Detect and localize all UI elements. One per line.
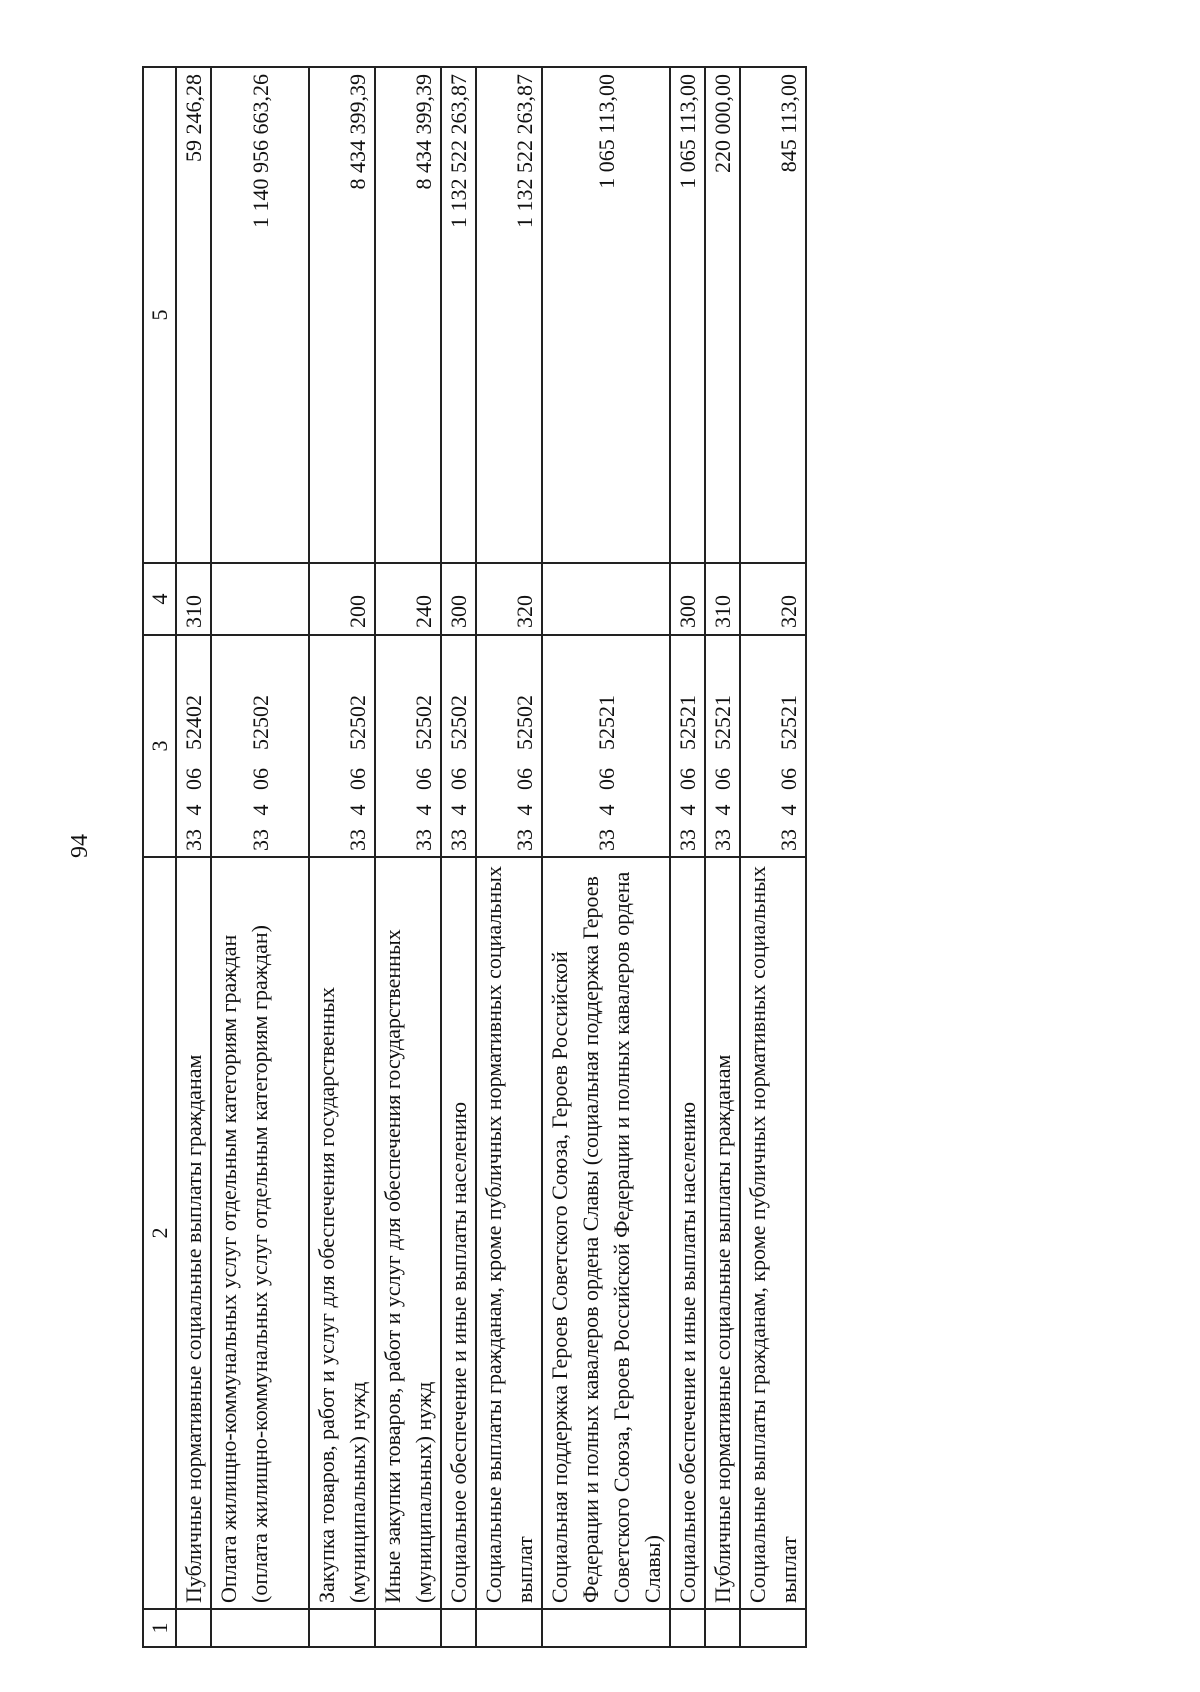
row-code-cell <box>476 635 542 857</box>
code-part-1: 33 <box>593 829 619 851</box>
table-row <box>476 67 542 1647</box>
table-body <box>176 67 806 1647</box>
code-part-2: 4 <box>345 804 370 816</box>
code-part-2: 4 <box>593 804 619 816</box>
row-index-cell <box>670 1609 705 1647</box>
row-code-cell <box>705 635 740 857</box>
row-name-cell: Публичные нормативные социальные выплаты гражданам <box>176 857 211 1609</box>
row-code-cell <box>211 635 309 857</box>
row-index-cell <box>211 1609 309 1647</box>
row-code-cell <box>309 635 375 857</box>
row-code-cell <box>542 635 670 857</box>
code-part-3: 06 <box>710 768 735 790</box>
row-kvr-cell: 320 <box>476 563 542 635</box>
code-part-3: 06 <box>675 768 700 790</box>
table-row <box>670 67 705 1647</box>
code-part-2: 4 <box>512 804 537 816</box>
code-part-4: 52502 <box>446 695 471 750</box>
code-part-3: 06 <box>593 768 619 790</box>
code-part-2: 4 <box>411 804 436 816</box>
code-part-3: 06 <box>512 768 537 790</box>
code-part-2: 4 <box>710 804 735 816</box>
row-index-cell <box>705 1609 740 1647</box>
code-part-1: 33 <box>247 829 273 851</box>
table-row <box>705 67 740 1647</box>
code-part-3: 06 <box>181 768 206 790</box>
row-amount-cell: 220 000,00 <box>705 67 740 563</box>
row-amount-cell: 845 113,00 <box>740 67 806 563</box>
row-name-cell: Публичные нормативные социальные выплаты гражданам <box>705 857 740 1609</box>
header-col-1: 1 <box>143 1609 176 1647</box>
code-part-4: 52502 <box>247 695 273 750</box>
header-col-5: 5 <box>143 67 176 563</box>
row-code-cell <box>375 635 441 857</box>
code-part-2: 4 <box>675 804 700 816</box>
row-index-cell <box>441 1609 476 1647</box>
code-part-3: 06 <box>411 768 436 790</box>
row-code-cell <box>176 635 211 857</box>
code-part-1: 33 <box>675 829 700 851</box>
code-part-1: 33 <box>446 829 471 851</box>
header-col-4: 4 <box>143 563 176 635</box>
row-amount-cell: 8 434 399,39 <box>309 67 375 563</box>
table-row <box>211 67 309 1647</box>
row-amount-cell: 1 140 956 663,26 <box>211 67 309 563</box>
row-amount-cell: 1 132 522 263,87 <box>441 67 476 563</box>
code-part-1: 33 <box>776 829 801 851</box>
row-kvr-cell: 240 <box>375 563 441 635</box>
table-row <box>441 67 476 1647</box>
code-part-2: 4 <box>776 804 801 816</box>
code-part-1: 33 <box>512 829 537 851</box>
code-part-2: 4 <box>446 804 471 816</box>
header-col-2: 2 <box>143 857 176 1609</box>
row-kvr-cell <box>211 563 309 635</box>
code-part-4: 52521 <box>675 695 700 750</box>
row-name-cell: Оплата жилищно-коммунальных услуг отдельным категориям граждан (оплата жилищно-коммунальных услуг отдельным категориям граждан) <box>211 857 309 1609</box>
row-kvr-cell: 310 <box>705 563 740 635</box>
code-part-3: 06 <box>247 768 273 790</box>
code-part-1: 33 <box>345 829 370 851</box>
table-row <box>309 67 375 1647</box>
code-part-3: 06 <box>776 768 801 790</box>
code-part-2: 4 <box>181 804 206 816</box>
row-index-cell <box>476 1609 542 1647</box>
row-name-cell: Социальные выплаты гражданам, кроме публичных нормативных социальных выплат <box>476 857 542 1609</box>
code-part-2: 4 <box>247 804 273 816</box>
row-name-cell: Иные закупки товаров, работ и услуг для обеспечения государственных (муниципальных) нужд <box>375 857 441 1609</box>
budget-table-container <box>142 68 864 1648</box>
table-row <box>740 67 806 1647</box>
row-index-cell <box>740 1609 806 1647</box>
code-part-4: 52502 <box>411 695 436 750</box>
code-part-1: 33 <box>181 829 206 851</box>
row-name-cell: Социальное обеспечение и иные выплаты населению <box>670 857 705 1609</box>
code-part-4: 52521 <box>710 695 735 750</box>
table-row <box>542 67 670 1647</box>
row-kvr-cell <box>542 563 670 635</box>
row-index-cell <box>542 1609 670 1647</box>
code-part-3: 06 <box>446 768 471 790</box>
row-index-cell <box>176 1609 211 1647</box>
row-amount-cell: 1 065 113,00 <box>670 67 705 563</box>
row-name-cell: Социальные выплаты гражданам, кроме публичных нормативных социальных выплат <box>740 857 806 1609</box>
row-kvr-cell: 200 <box>309 563 375 635</box>
row-amount-cell: 1 065 113,00 <box>542 67 670 563</box>
page-number: 94 <box>67 834 93 858</box>
row-index-cell <box>375 1609 441 1647</box>
row-amount-cell: 59 246,28 <box>176 67 211 563</box>
code-part-4: 52521 <box>776 695 801 750</box>
table-header-row <box>143 67 176 1647</box>
row-name-cell: Социальная поддержка Героев Советского Союза, Героев Российской Федерации и полных кавалеров ордена Славы (социальная поддержка Героев Советского Союза, Героев Российской Федерации и полных кавалеров ордена Славы) <box>542 857 670 1609</box>
row-kvr-cell: 310 <box>176 563 211 635</box>
code-part-4: 52402 <box>181 695 206 750</box>
row-name-cell: Социальное обеспечение и иные выплаты населению <box>441 857 476 1609</box>
row-kvr-cell: 300 <box>670 563 705 635</box>
header-col-3: 3 <box>143 635 176 857</box>
row-kvr-cell: 320 <box>740 563 806 635</box>
code-part-1: 33 <box>411 829 436 851</box>
table-row <box>375 67 441 1647</box>
code-part-4: 52502 <box>512 695 537 750</box>
row-kvr-cell: 300 <box>441 563 476 635</box>
row-amount-cell: 1 132 522 263,87 <box>476 67 542 563</box>
row-name-cell: Закупка товаров, работ и услуг для обеспечения государственных (муниципальных) нужд <box>309 857 375 1609</box>
table-row <box>176 67 211 1647</box>
row-index-cell <box>309 1609 375 1647</box>
row-code-cell <box>740 635 806 857</box>
budget-table <box>142 66 807 1648</box>
code-part-4: 52502 <box>345 695 370 750</box>
code-part-1: 33 <box>710 829 735 851</box>
row-code-cell <box>441 635 476 857</box>
code-part-3: 06 <box>345 768 370 790</box>
code-part-4: 52521 <box>593 695 619 750</box>
row-code-cell <box>670 635 705 857</box>
row-amount-cell: 8 434 399,39 <box>375 67 441 563</box>
